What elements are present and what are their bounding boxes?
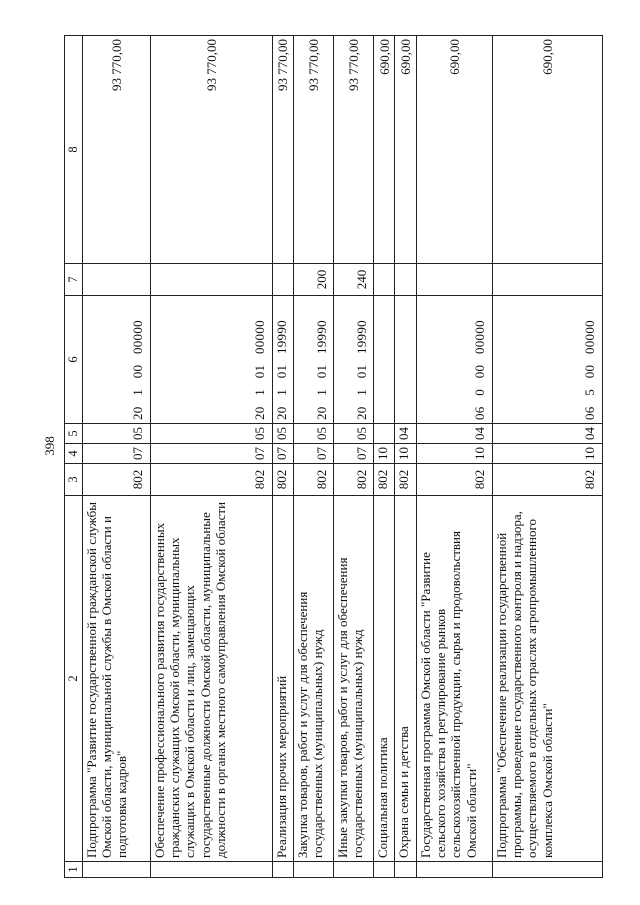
cell-target-article: 20 1 01 19990 — [294, 296, 334, 424]
cell-target-article: 06 5 00 00000 — [492, 296, 602, 424]
cell-target-article: 20 1 01 00000 — [150, 296, 272, 424]
cell-name: Закупка товаров, работ и услуг для обеспечения государственных (муниципальных) нужд — [294, 496, 334, 862]
cell-section: 10 — [492, 444, 602, 464]
cell-name: Подпрограмма "Обеспечение реализации государственной программы, проведение государственного контроля и надзора, осуществляемого в отдельных отраслях агропромышленного комплекса Омской области" — [492, 496, 602, 862]
cell-subsection: 05 — [334, 424, 374, 444]
cell-code: 802 — [82, 464, 150, 496]
table-row — [374, 36, 395, 878]
cell-subsection: 04 — [395, 424, 416, 444]
budget-table — [64, 35, 603, 878]
cell-subsection: 04 — [416, 424, 492, 444]
cell-amount: 93 770,00 — [82, 36, 150, 264]
cell-expense-type: 240 — [334, 264, 374, 296]
cell-subsection: 05 — [294, 424, 334, 444]
cell-expense-type — [416, 264, 492, 296]
cell-amount: 690,00 — [416, 36, 492, 264]
cell-subsection: 05 — [272, 424, 293, 444]
cell-amount: 93 770,00 — [294, 36, 334, 264]
cell-name: Реализация прочих мероприятий — [272, 496, 293, 862]
cell-col1 — [150, 862, 272, 878]
cell-amount: 690,00 — [492, 36, 602, 264]
cell-amount: 93 770,00 — [334, 36, 374, 264]
header-cell: 3 — [65, 464, 83, 496]
cell-code: 802 — [334, 464, 374, 496]
cell-target-article: 20 1 01 19990 — [334, 296, 374, 424]
cell-code: 802 — [150, 464, 272, 496]
cell-col1 — [416, 862, 492, 878]
cell-code: 802 — [492, 464, 602, 496]
cell-amount: 690,00 — [374, 36, 395, 264]
rotated-table-container — [64, 36, 600, 878]
cell-col1 — [395, 862, 416, 878]
table-row — [334, 36, 374, 878]
table-row — [395, 36, 416, 878]
cell-col1 — [374, 862, 395, 878]
cell-expense-type — [492, 264, 602, 296]
cell-section: 07 — [82, 444, 150, 464]
cell-name: Обеспечение профессионального развития государственных гражданских служащих Омской области, муниципальных служащих в Омской области и лиц, замещающих государственные должности Омской области, муниципальные должности в органах местного самоуправления Омской области — [150, 496, 272, 862]
cell-col1 — [294, 862, 334, 878]
cell-expense-type — [374, 264, 395, 296]
cell-amount: 93 770,00 — [150, 36, 272, 264]
cell-target-article: 06 0 00 00000 — [416, 296, 492, 424]
header-cell: 6 — [65, 296, 83, 424]
cell-section: 07 — [294, 444, 334, 464]
cell-code: 802 — [374, 464, 395, 496]
cell-name: Подпрограмма "Развитие государственной гражданской службы Омской области, муниципальной службы в Омской области и подготовка кадров" — [82, 496, 150, 862]
cell-subsection: 05 — [82, 424, 150, 444]
cell-name: Социальная политика — [374, 496, 395, 862]
cell-code: 802 — [416, 464, 492, 496]
cell-name: Иные закупки товаров, работ и услуг для обеспечения государственных (муниципальных) нужд — [334, 496, 374, 862]
cell-section: 10 — [374, 444, 395, 464]
cell-expense-type — [150, 264, 272, 296]
header-cell: 4 — [65, 444, 83, 464]
cell-expense-type — [272, 264, 293, 296]
cell-section: 07 — [272, 444, 293, 464]
cell-section: 10 — [416, 444, 492, 464]
header-cell: 8 — [65, 36, 83, 264]
cell-amount: 93 770,00 — [272, 36, 293, 264]
cell-code: 802 — [395, 464, 416, 496]
cell-expense-type: 200 — [294, 264, 334, 296]
table-row — [416, 36, 492, 878]
cell-code: 802 — [294, 464, 334, 496]
table-row — [82, 36, 150, 878]
cell-expense-type — [82, 264, 150, 296]
cell-subsection: 04 — [492, 424, 602, 444]
page-number: 398 — [42, 436, 57, 456]
cell-expense-type — [395, 264, 416, 296]
cell-col1 — [82, 862, 150, 878]
cell-name: Государственная программа Омской области "Развитие сельского хозяйства и регулирование рынков сельскохозяйственной продукции, сырья и продовольствия Омской области" — [416, 496, 492, 862]
table-row — [492, 36, 602, 878]
cell-amount: 690,00 — [395, 36, 416, 264]
cell-subsection — [374, 424, 395, 444]
table-row — [294, 36, 334, 878]
table-row — [272, 36, 293, 878]
cell-target-article: 20 1 00 00000 — [82, 296, 150, 424]
header-cell: 5 — [65, 424, 83, 444]
cell-section: 07 — [334, 444, 374, 464]
cell-col1 — [334, 862, 374, 878]
header-row — [65, 36, 83, 878]
cell-section: 10 — [395, 444, 416, 464]
table-row — [150, 36, 272, 878]
cell-section: 07 — [150, 444, 272, 464]
cell-target-article — [395, 296, 416, 424]
cell-target-article: 20 1 01 19990 — [272, 296, 293, 424]
cell-subsection: 05 — [150, 424, 272, 444]
cell-target-article — [374, 296, 395, 424]
cell-col1 — [492, 862, 602, 878]
cell-name: Охрана семьи и детства — [395, 496, 416, 862]
header-cell: 1 — [65, 862, 83, 878]
cell-col1 — [272, 862, 293, 878]
cell-code: 802 — [272, 464, 293, 496]
header-cell: 7 — [65, 264, 83, 296]
header-cell: 2 — [65, 496, 83, 862]
